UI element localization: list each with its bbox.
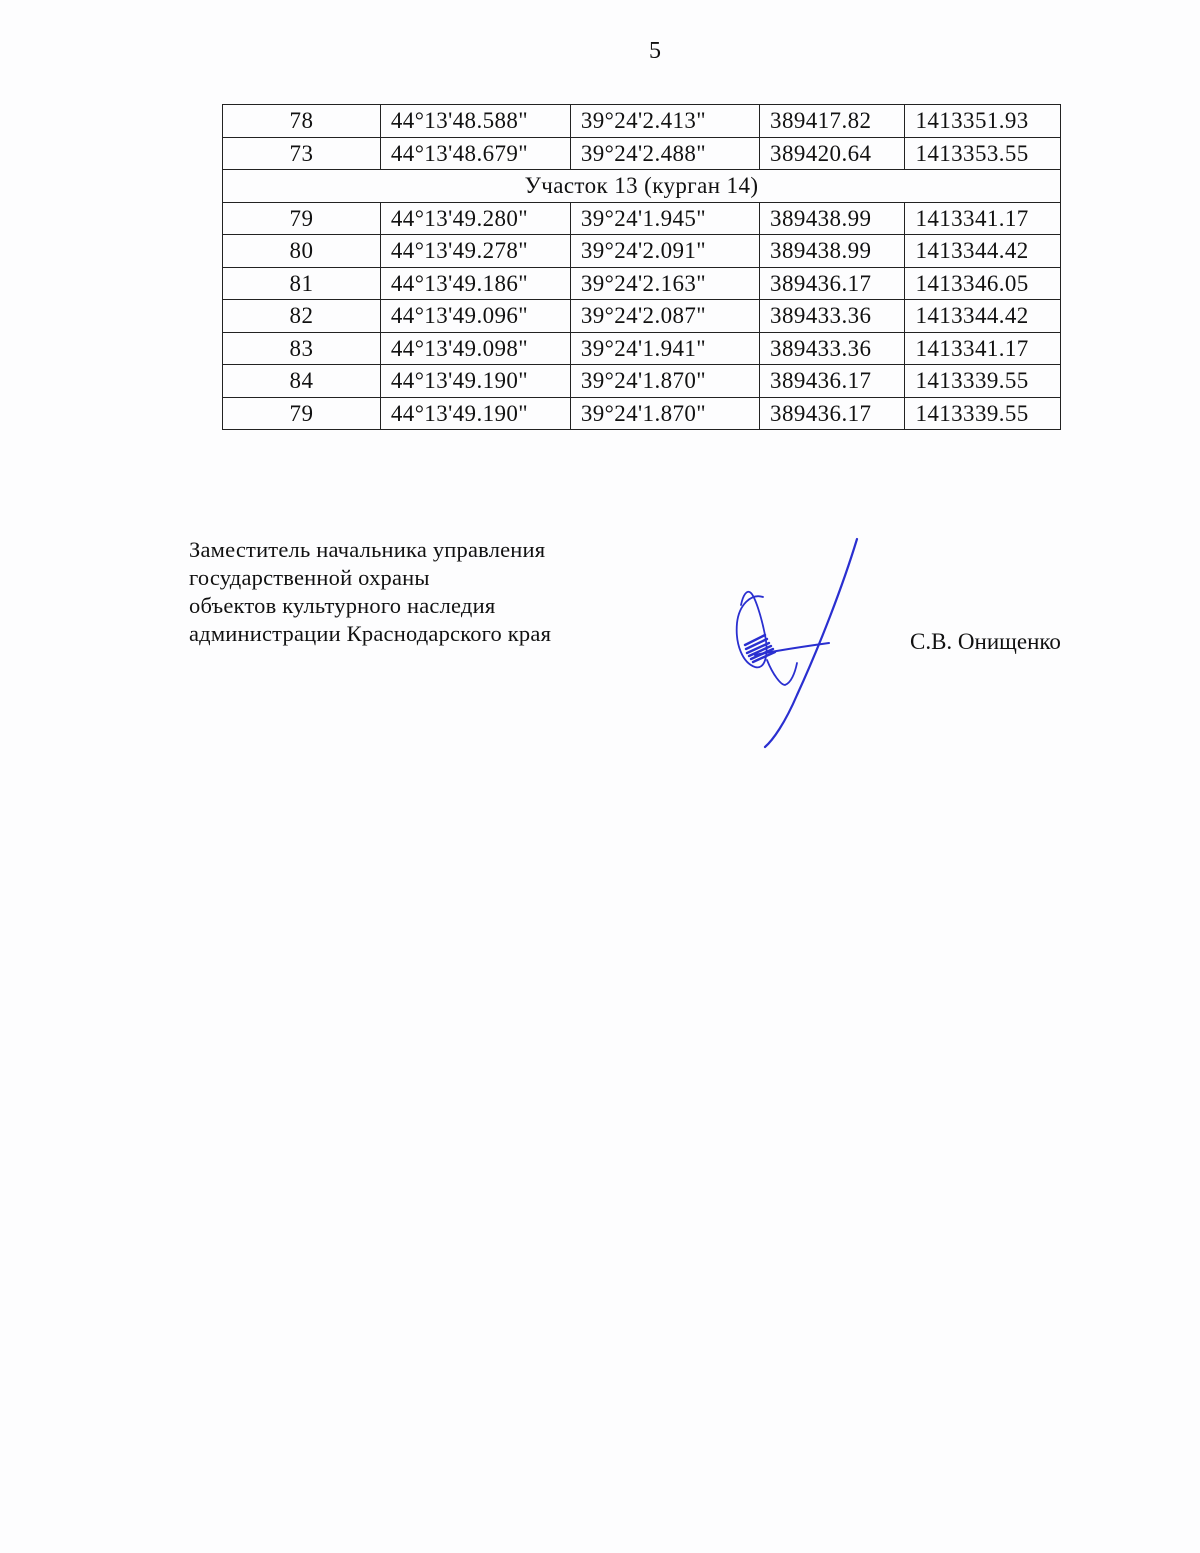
table-row <box>223 365 1061 398</box>
table-row <box>223 267 1061 300</box>
table-row <box>223 202 1061 235</box>
latitude-cell: 44°13'49.278" <box>380 235 570 268</box>
signer-name: С.В. Онищенко <box>910 629 1061 654</box>
point-number-cell: 79 <box>223 202 381 235</box>
point-number-cell: 78 <box>223 105 381 138</box>
point-number-cell: 80 <box>223 235 381 268</box>
longitude-cell: 39°24'1.945" <box>570 202 759 235</box>
coordinates-table-body <box>223 105 1061 430</box>
page-number: 5 <box>649 38 661 64</box>
x-coordinate-cell: 389438.99 <box>760 202 905 235</box>
y-coordinate-cell: 1413346.05 <box>905 267 1061 300</box>
latitude-cell: 44°13'48.679" <box>380 137 570 170</box>
point-number-cell: 79 <box>223 397 381 430</box>
y-coordinate-cell: 1413341.17 <box>905 202 1061 235</box>
section-header-row <box>223 170 1061 203</box>
x-coordinate-cell: 389436.17 <box>760 267 905 300</box>
longitude-cell: 39°24'2.091" <box>570 235 759 268</box>
latitude-cell: 44°13'49.280" <box>380 202 570 235</box>
signature-hatching <box>745 635 775 662</box>
point-number-cell: 82 <box>223 300 381 333</box>
signature-ink-strokes <box>737 539 857 747</box>
table-row <box>223 137 1061 170</box>
longitude-cell: 39°24'2.413" <box>570 105 759 138</box>
latitude-cell: 44°13'49.186" <box>380 267 570 300</box>
signatory-title-line: государственной охраны <box>189 565 430 590</box>
latitude-cell: 44°13'49.098" <box>380 332 570 365</box>
table-row <box>223 397 1061 430</box>
x-coordinate-cell: 389436.17 <box>760 397 905 430</box>
signatory-title-line: объектов культурного наследия <box>189 593 496 618</box>
handwritten-signature <box>725 535 865 755</box>
y-coordinate-cell: 1413351.93 <box>905 105 1061 138</box>
x-coordinate-cell: 389433.36 <box>760 332 905 365</box>
longitude-cell: 39°24'1.870" <box>570 365 759 398</box>
section-title: Участок 13 (курган 14) <box>223 170 1061 203</box>
latitude-cell: 44°13'49.190" <box>380 365 570 398</box>
point-number-cell: 81 <box>223 267 381 300</box>
signatory-title-line: Заместитель начальника управления <box>189 537 546 562</box>
longitude-cell: 39°24'2.087" <box>570 300 759 333</box>
table-row <box>223 332 1061 365</box>
longitude-cell: 39°24'1.870" <box>570 397 759 430</box>
y-coordinate-cell: 1413339.55 <box>905 397 1061 430</box>
signature-diagonal-stroke <box>765 539 857 747</box>
signatory-title-block <box>189 536 551 648</box>
coordinates-table <box>222 104 1061 430</box>
latitude-cell: 44°13'49.190" <box>380 397 570 430</box>
point-number-cell: 84 <box>223 365 381 398</box>
latitude-cell: 44°13'49.096" <box>380 300 570 333</box>
table-row <box>223 300 1061 333</box>
y-coordinate-cell: 1413339.55 <box>905 365 1061 398</box>
table-row <box>223 235 1061 268</box>
y-coordinate-cell: 1413344.42 <box>905 300 1061 333</box>
x-coordinate-cell: 389420.64 <box>760 137 905 170</box>
x-coordinate-cell: 389436.17 <box>760 365 905 398</box>
signatory-title-line: администрации Краснодарского края <box>189 621 552 646</box>
y-coordinate-cell: 1413353.55 <box>905 137 1061 170</box>
x-coordinate-cell: 389438.99 <box>760 235 905 268</box>
x-coordinate-cell: 389417.82 <box>760 105 905 138</box>
longitude-cell: 39°24'2.488" <box>570 137 759 170</box>
longitude-cell: 39°24'2.163" <box>570 267 759 300</box>
y-coordinate-cell: 1413341.17 <box>905 332 1061 365</box>
latitude-cell: 44°13'48.588" <box>380 105 570 138</box>
y-coordinate-cell: 1413344.42 <box>905 235 1061 268</box>
point-number-cell: 73 <box>223 137 381 170</box>
longitude-cell: 39°24'1.941" <box>570 332 759 365</box>
signature-tail <box>767 660 797 685</box>
point-number-cell: 83 <box>223 332 381 365</box>
table-row <box>223 105 1061 138</box>
x-coordinate-cell: 389433.36 <box>760 300 905 333</box>
